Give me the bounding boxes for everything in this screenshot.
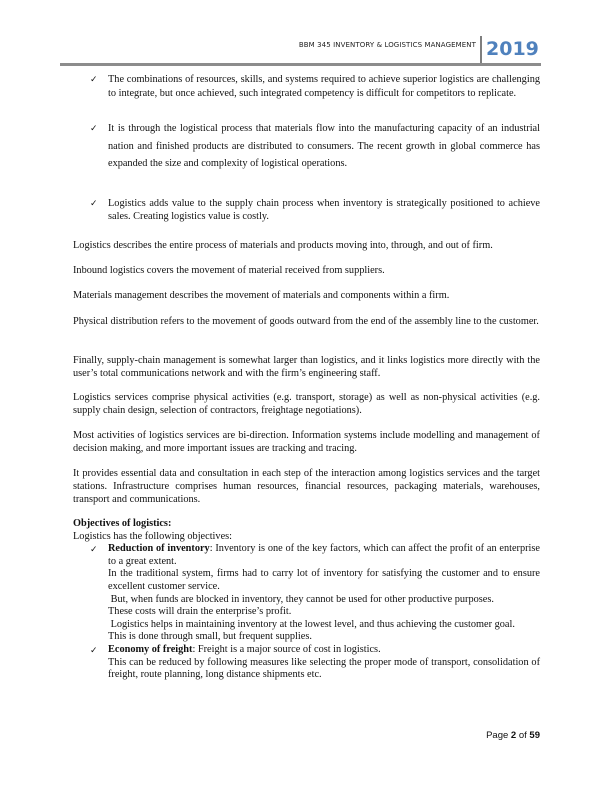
paragraph: Logistics describes the entire process of materials and products moving into, through, and out of firm.: [73, 240, 493, 251]
objective-term: Economy of freight: [108, 643, 193, 655]
checkmark-icon: ✓: [90, 544, 98, 555]
objective-line: In the traditional system, firms had to carry lot of inventory for satisfying the customer and to ensure excellent customer service.: [108, 568, 540, 592]
objective-item: [90, 643, 540, 682]
header-rule: [60, 63, 541, 66]
paragraph: Logistics services comprise physical activities (e.g. transport, storage) as well as non-physical activities (e.g. supply chain design, selection of contractors, freightage negotiations).: [73, 392, 540, 416]
bullet-text: Logistics adds value to the supply chain process when inventory is strategically positioned to achieve sales. Creating logistics value is costly.: [108, 198, 540, 222]
paragraph: It provides essential data and consultation in each step of the interaction among logistics services and the target stations. Infrastructure comprises human resources, financial resources, packaging materials, warehouses, transport and communications.: [73, 468, 540, 505]
bullet-text: The combinations of resources, skills, and systems required to achieve superior logistics are challenging to integrate, but once achieved, such integrated competency is difficult for competitors to replicate.: [108, 74, 540, 99]
footer-prefix: Page: [486, 730, 511, 741]
section-intro: Logistics has the following objectives:: [73, 530, 233, 542]
paragraph: Finally, supply-chain management is somewhat larger than logistics, and it links logistics more directly with the user’s total communications network and with the firm’s engineering staff.: [73, 355, 540, 379]
header-year: 2019: [486, 38, 539, 60]
bullet-item: [90, 120, 540, 173]
objective-line: These costs will drain the enterprise’s profit.: [108, 606, 292, 618]
objective-text: : Freight is a major source of cost in logistics.: [192, 643, 381, 655]
paragraph: Materials management describes the movement of materials and components within a firm.: [73, 290, 450, 301]
objective-text: : Inventory is one of the key factors, which can affect the profit of an enterprise to a great extent.: [108, 543, 540, 567]
objective-term: Reduction of inventory: [108, 543, 210, 555]
paragraph: Inbound logistics covers the movement of material received from suppliers.: [73, 265, 385, 276]
checkmark-icon: ✓: [90, 644, 98, 655]
checkmark-icon: ✓: [90, 123, 98, 133]
page-total: 59: [529, 730, 540, 741]
objective-item: [90, 543, 540, 644]
paragraph: Most activities of logistics services are bi-direction. Information systems include modelling and management of decision making, and more important issues are tracking and tracing.: [73, 430, 540, 454]
section-heading: Objectives of logistics:: [73, 518, 172, 529]
bullet-item: [90, 73, 540, 100]
paragraph: Physical distribution refers to the movement of goods outward from the end of the assembly line to the customer.: [73, 316, 539, 327]
objective-line: This is done through small, but frequent supplies.: [108, 631, 312, 643]
page-footer: [486, 730, 540, 741]
page-number: 2: [510, 730, 517, 741]
header-title: BBM 345 INVENTORY & LOGISTICS MANAGEMENT: [298, 41, 476, 49]
objective-line: Logistics helps in maintaining inventory at the lowest level, and thus achieving the customer goal.: [108, 618, 515, 630]
objective-line: But, when funds are blocked in inventory, they cannot be used for other productive purposes.: [108, 593, 494, 605]
footer-of: of: [516, 730, 530, 741]
objectives-section: [73, 518, 540, 682]
checkmark-icon: ✓: [90, 74, 98, 84]
bullet-item: [90, 197, 540, 223]
objective-line: This can be reduced by following measures like selecting the proper mode of transport, consolidation of freight, route planning, long distance shipments etc.: [108, 656, 540, 681]
bullet-text: It is through the logistical process that materials flow into the manufacturing capacity of an industrial nation and finished products are distributed to consumers. The recent growth in global commerce has expanded the size and complexity of logistical operations.: [108, 123, 540, 169]
checkmark-icon: ✓: [90, 198, 98, 208]
header-divider: [480, 36, 482, 63]
